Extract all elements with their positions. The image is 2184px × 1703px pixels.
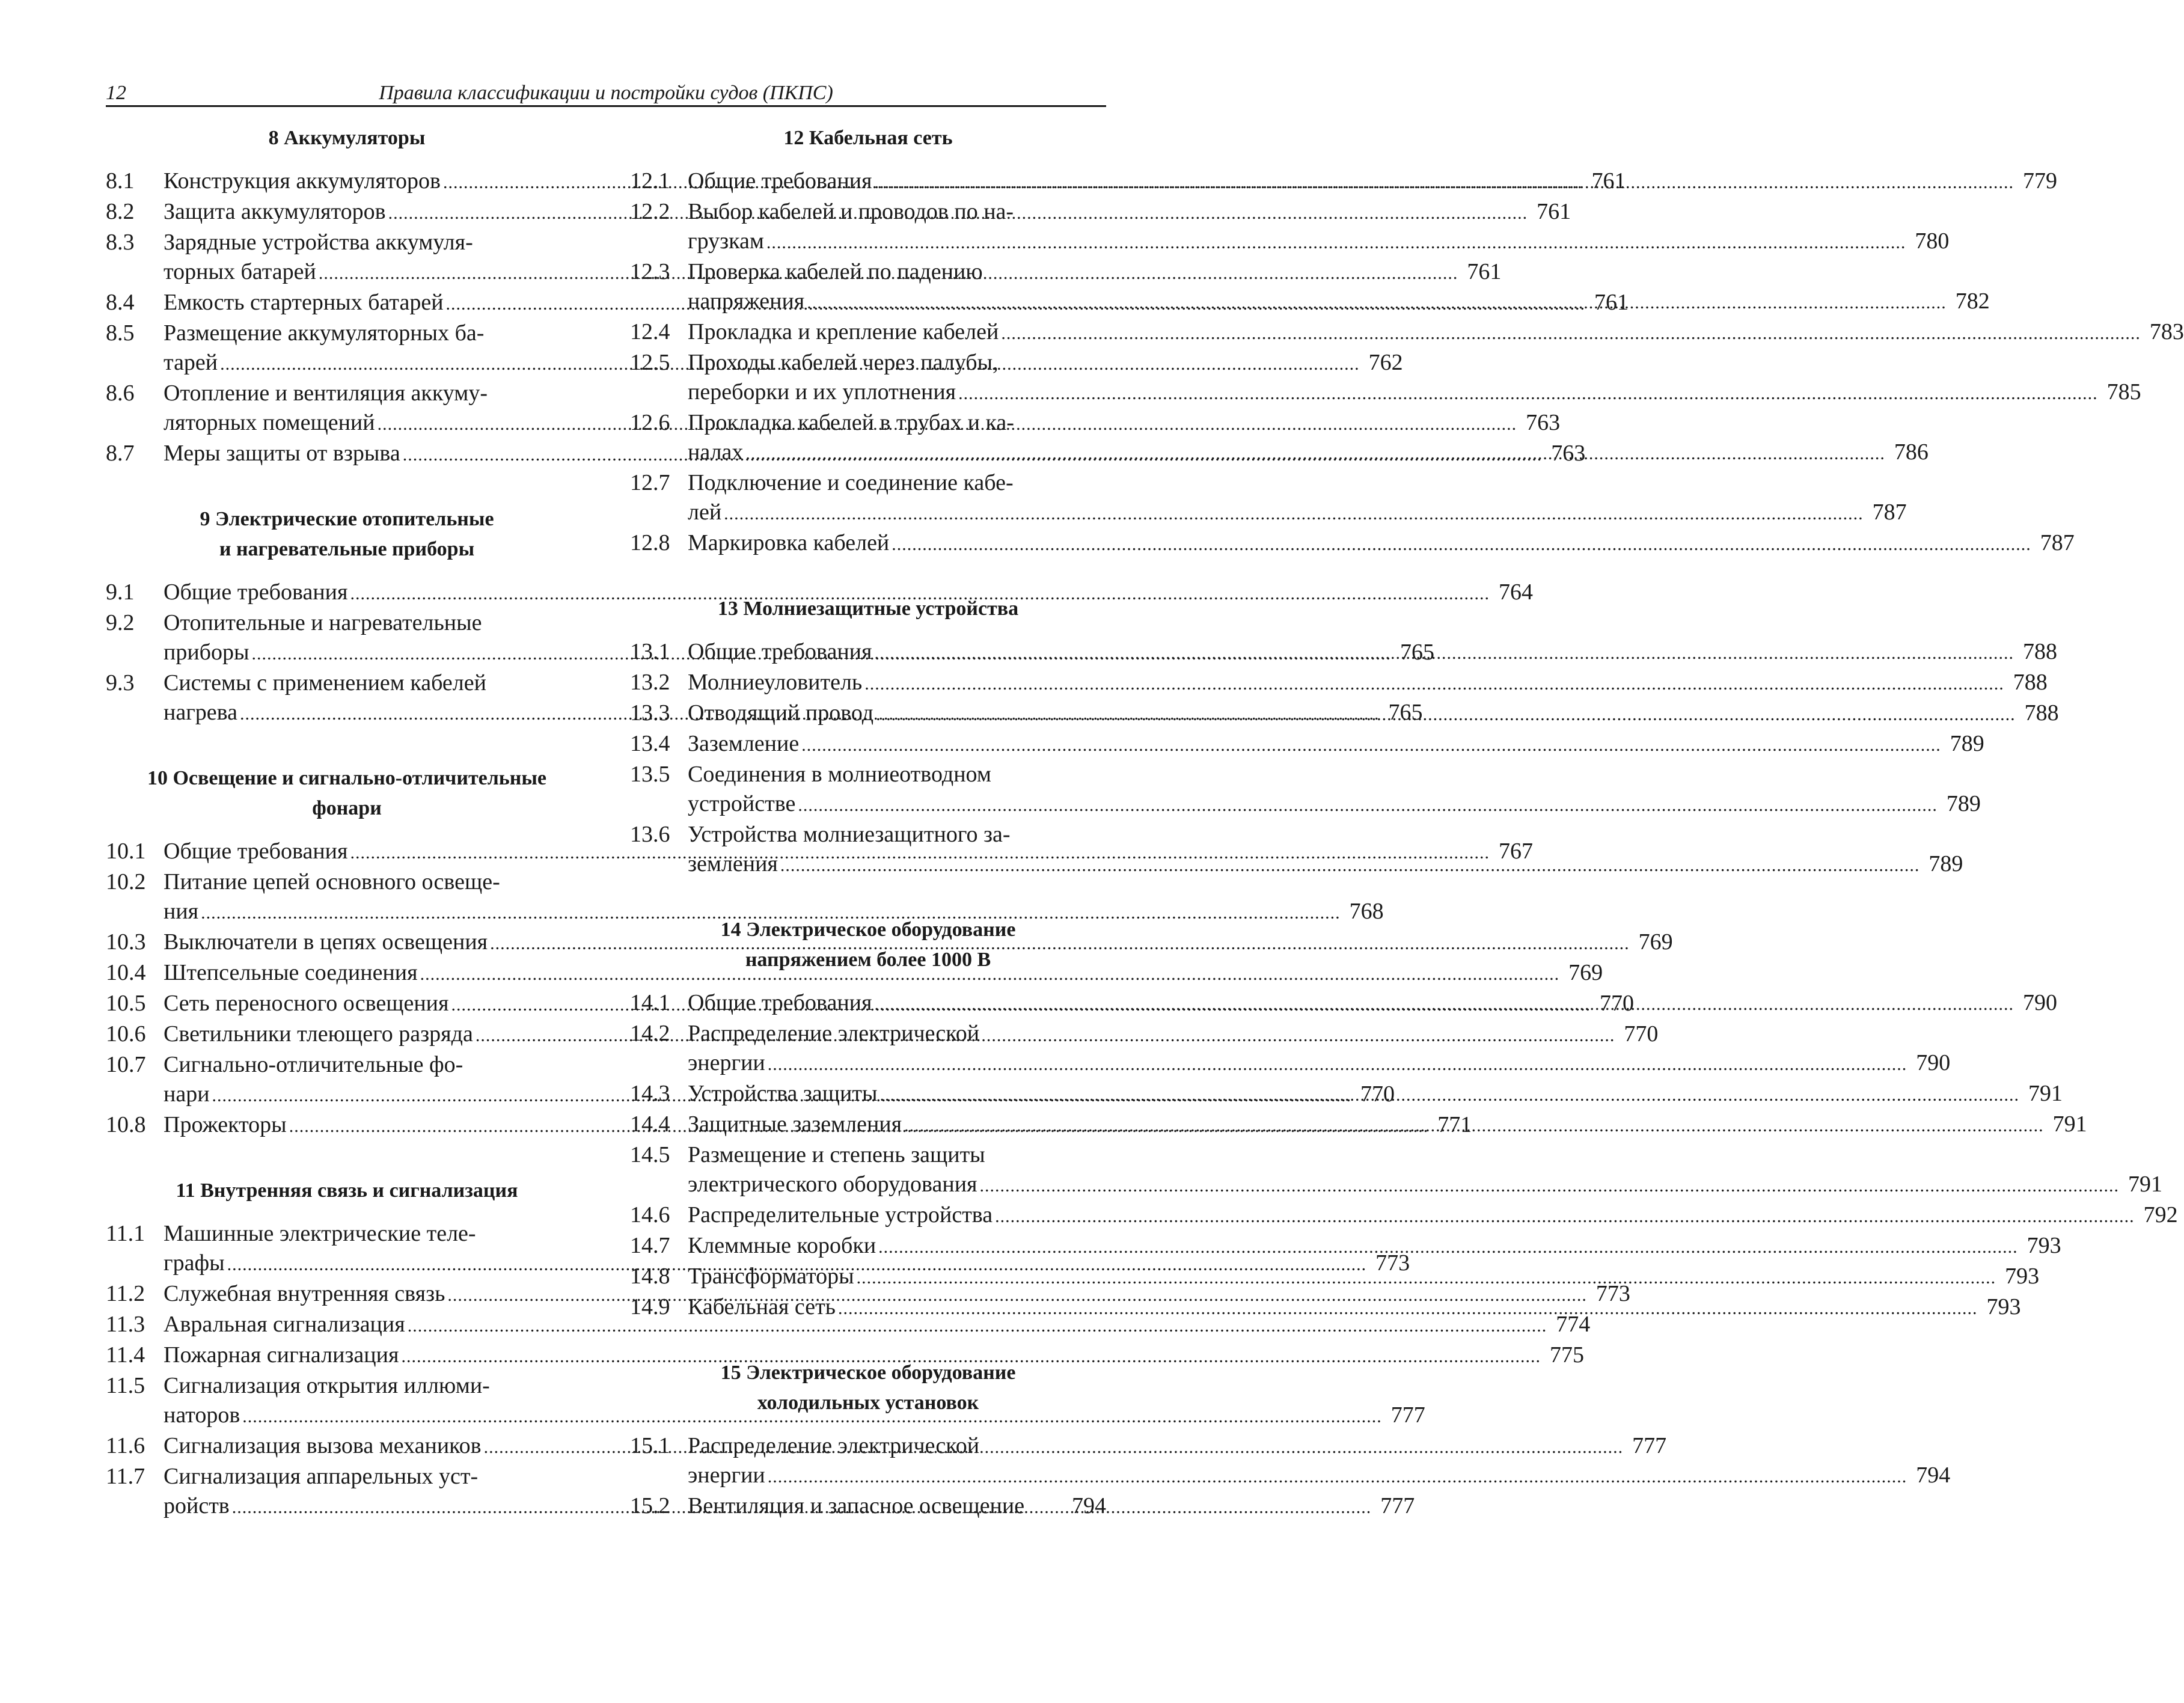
entry-page: 769 <box>1568 960 1603 985</box>
entry-line <box>688 1079 2063 1110</box>
entry-page: 793 <box>2026 1233 2061 1258</box>
section-title-line: холодильных установок <box>757 1392 979 1414</box>
entry-line <box>688 988 2057 1019</box>
toc-entry <box>630 1491 1106 1521</box>
entry-line <box>688 438 1929 468</box>
dot-leader <box>874 168 2014 197</box>
entry-number: 14.9 <box>630 1294 670 1319</box>
entry-title: Выбор кабелей и проводов по на- <box>688 199 1014 224</box>
entry-number: 11.7 <box>106 1464 145 1489</box>
entry-title: земления <box>688 851 778 876</box>
entry-title: Зарядные устройства аккумуля- <box>164 230 473 255</box>
entry-number: 11.3 <box>106 1312 145 1337</box>
entry-title: приборы <box>164 640 249 665</box>
entry-line <box>688 287 1990 317</box>
entry-title: Конструкция аккумуляторов <box>164 168 441 194</box>
dot-leader <box>768 1050 1907 1079</box>
dot-leader <box>874 989 2014 1019</box>
dot-leader <box>995 1202 2135 1231</box>
entry-line <box>688 1019 1950 1048</box>
entry-number: 14.4 <box>630 1111 670 1137</box>
entry-line <box>688 849 1963 880</box>
entry-title: налах <box>688 439 744 465</box>
entry-title: электрического оборудования <box>688 1172 977 1197</box>
entry-number: 12.1 <box>630 168 670 194</box>
section-title-line: 13 Молниезащитные устройства <box>717 598 1019 620</box>
entry-title: Защитные заземления <box>688 1111 902 1137</box>
entry-page: 761 <box>1594 290 1629 315</box>
entry-page: 761 <box>1467 259 1502 284</box>
entry-page: 791 <box>2052 1111 2087 1137</box>
entry-title: Кабельная сеть <box>688 1294 836 1319</box>
entry-number: 13.3 <box>630 700 670 726</box>
dot-leader <box>780 851 1920 880</box>
entry-title: Сигнализация вызова механиков <box>164 1433 482 1458</box>
section-title <box>630 594 1106 624</box>
dot-leader <box>874 638 2014 668</box>
entry-number: 12.8 <box>630 530 670 555</box>
entry-title: Служебная внутренняя связь <box>164 1281 445 1306</box>
entry-page: 780 <box>1915 228 1950 254</box>
dot-leader <box>892 530 2031 559</box>
page-header <box>106 78 1106 107</box>
entry-line <box>688 699 2059 729</box>
entry-number: 12.4 <box>630 319 670 344</box>
entry-body <box>688 257 1990 317</box>
entry-page: 788 <box>2022 639 2057 664</box>
entry-body <box>688 1231 2061 1262</box>
entry-title: Защита аккумуляторов <box>164 199 386 224</box>
entry-title: Емкость стартерных батарей <box>164 290 444 315</box>
section-title <box>106 763 588 824</box>
entry-title: грузкам <box>688 228 764 254</box>
entry-title: Прожекторы <box>164 1112 287 1137</box>
entry-title: Трансформаторы <box>688 1264 854 1289</box>
entry-page: 773 <box>1375 1250 1410 1276</box>
dot-leader <box>1001 319 2141 348</box>
entry-page: 761 <box>1537 199 1571 224</box>
entry-body <box>688 637 2057 668</box>
entry-line <box>688 760 1981 789</box>
entry-title: графы <box>164 1250 225 1276</box>
entry-body <box>688 1079 2063 1110</box>
entry-line <box>688 1491 1106 1521</box>
entry-title: ния <box>164 899 199 924</box>
section-title-line: 8 Аккумуляторы <box>268 127 426 149</box>
entry-number: 9.1 <box>106 579 135 605</box>
dot-leader <box>958 379 2098 408</box>
dot-leader <box>838 1294 1978 1323</box>
entry-number: 10.8 <box>106 1112 146 1137</box>
entry-page: 788 <box>2024 700 2059 726</box>
entry-page: 793 <box>2005 1264 2040 1289</box>
entry-title: Прокладка и крепление кабелей <box>688 319 999 344</box>
entry-number: 15.1 <box>630 1433 670 1458</box>
entry-title: Маркировка кабелей <box>688 530 890 555</box>
entry-page: 768 <box>1349 899 1384 924</box>
entry-title: Сигнально-отличительные фо- <box>164 1052 463 1077</box>
entry-body <box>688 528 2075 559</box>
entry-title: Молниеуловитель <box>688 670 863 695</box>
entry-number: 9.3 <box>106 670 135 696</box>
entry-body <box>688 1019 1950 1079</box>
entry-page: 774 <box>1556 1312 1591 1337</box>
entry-title: напряжения <box>688 289 805 314</box>
entry-page: 770 <box>1624 1021 1659 1047</box>
entry-number: 10.4 <box>106 960 146 985</box>
toc-entry <box>630 468 1907 528</box>
entry-number: 14.5 <box>630 1142 670 1167</box>
entry-page: 785 <box>2106 379 2141 405</box>
entry-page: 783 <box>2149 319 2184 344</box>
entry-title: Общие требования <box>164 579 348 605</box>
entry-title: Меры защиты от взрыва <box>164 441 400 466</box>
entry-title: Проверка кабелей по падению <box>688 259 983 284</box>
section-title-line: фонари <box>312 797 382 819</box>
dot-leader <box>880 1080 2020 1110</box>
entry-number: 10.5 <box>106 991 146 1016</box>
entry-body <box>688 197 1949 257</box>
toc-entry <box>630 760 1981 820</box>
entry-page: 791 <box>2028 1081 2063 1106</box>
entry-title: тарей <box>164 350 218 375</box>
entry-number: 13.4 <box>630 731 670 756</box>
toc-entry <box>106 1341 1584 1371</box>
entry-page: 775 <box>1549 1342 1584 1368</box>
entry-title: Общие требования <box>164 839 348 864</box>
entry-line <box>688 528 2075 559</box>
entry-title: Общие требования <box>688 990 872 1015</box>
entry-body <box>688 1262 2039 1292</box>
entry-page: 793 <box>1986 1294 2021 1319</box>
entry-page: 789 <box>1950 731 1984 756</box>
entry-body <box>688 1292 2021 1323</box>
entry-title: Машинные электрические теле- <box>164 1221 476 1246</box>
entry-body <box>688 988 2057 1019</box>
toc-entry <box>630 1231 2061 1262</box>
entry-number: 12.6 <box>630 410 670 435</box>
entry-number: 13.5 <box>630 762 670 787</box>
entry-page: 770 <box>1599 991 1634 1016</box>
entry-title: Подключение и соединение кабе- <box>688 470 1014 495</box>
entry-title: Прокладка кабелей в трубах и ка- <box>688 410 1014 435</box>
entry-number: 13.6 <box>630 822 670 847</box>
entry-title: Устройства защиты <box>688 1081 878 1106</box>
entry-title: Общие требования <box>688 639 872 664</box>
entry-title: Распределение электрической <box>688 1433 980 1458</box>
entry-title: Отопление и вентиляция аккуму- <box>164 381 488 406</box>
dot-leader <box>876 700 2016 729</box>
entry-body <box>688 729 1984 760</box>
dot-leader <box>980 1171 2120 1200</box>
entry-body <box>688 699 2059 729</box>
entry-body <box>688 317 2184 348</box>
entry-number: 14.6 <box>630 1202 670 1228</box>
entry-body <box>688 1140 2162 1200</box>
toc-entry <box>630 528 2075 559</box>
entry-number: 14.8 <box>630 1264 670 1289</box>
entry-page: 765 <box>1400 640 1435 665</box>
entry-body <box>688 1431 1950 1491</box>
entry-title: Общие требования <box>688 168 872 194</box>
entry-title: Авральная сигнализация <box>164 1312 405 1337</box>
section-title <box>630 915 1106 975</box>
entry-title: энергии <box>688 1463 765 1488</box>
entry-line <box>688 729 1984 760</box>
entry-title: Клеммные коробки <box>688 1233 876 1258</box>
dot-leader <box>745 439 1885 468</box>
section-title-line: 14 Электрическое оборудование <box>720 919 1016 941</box>
entry-title: Штепсельные соединения <box>164 960 418 985</box>
section-title-line: 10 Освещение и сигнально-отличительные <box>147 767 547 789</box>
toc-entry <box>630 668 2048 699</box>
entry-title: наторов <box>164 1402 240 1428</box>
entry-number: 15.2 <box>630 1493 670 1518</box>
entry-line <box>688 1231 2061 1262</box>
entry-page: 761 <box>1591 168 1626 194</box>
entry-number: 8.3 <box>106 230 135 255</box>
section-title <box>630 123 1106 153</box>
entry-page: 773 <box>1595 1281 1630 1306</box>
entry-line <box>688 1262 2039 1292</box>
entry-page: 790 <box>1916 1050 1951 1075</box>
entry-title: ляторных помещений <box>164 410 375 435</box>
entry-title: Питание цепей основного освеще- <box>164 869 500 894</box>
entry-page: 782 <box>1955 289 1990 314</box>
entry-page: 794 <box>1072 1493 1106 1518</box>
entry-number: 11.2 <box>106 1281 145 1306</box>
entry-number: 12.3 <box>630 259 670 284</box>
entry-line <box>688 498 1907 528</box>
entry-title: нари <box>164 1081 210 1107</box>
dot-leader <box>807 288 1947 317</box>
entry-line <box>688 348 2141 378</box>
entry-title: устройстве <box>688 791 796 816</box>
entry-body <box>688 760 1981 820</box>
section-title <box>630 1358 1106 1418</box>
entry-number: 10.1 <box>106 839 146 864</box>
entry-page: 771 <box>1437 1112 1472 1137</box>
toc-entry <box>630 1200 2178 1231</box>
dot-leader <box>801 730 1941 760</box>
entry-number: 12.2 <box>630 199 670 224</box>
entry-number: 8.4 <box>106 290 135 315</box>
entry-number: 11.1 <box>106 1221 145 1246</box>
entry-number: 8.1 <box>106 168 135 194</box>
page-number: 12 <box>106 82 126 104</box>
entry-body <box>688 468 1907 528</box>
entry-line <box>688 468 1907 498</box>
entry-body <box>688 1200 2178 1231</box>
entry-line <box>688 1292 2021 1323</box>
toc-entry <box>106 867 1384 928</box>
section-title-line: 15 Электрическое оборудование <box>720 1362 1016 1384</box>
entry-number: 11.5 <box>106 1373 145 1398</box>
entry-number: 9.2 <box>106 610 135 635</box>
entry-page: 794 <box>1916 1463 1951 1488</box>
entry-line <box>688 1200 2178 1231</box>
entry-title: Размещение аккумуляторных ба- <box>164 320 485 346</box>
dot-leader <box>724 499 1864 528</box>
entry-line <box>688 1461 1950 1491</box>
entry-number: 8.5 <box>106 320 135 346</box>
entry-line <box>688 1110 2087 1140</box>
dot-leader <box>878 1232 2018 1262</box>
entry-line <box>688 378 2141 408</box>
entry-title: Светильники тлеющего разряда <box>164 1021 473 1047</box>
entry-line <box>688 637 2057 668</box>
entry-line <box>688 1170 2162 1200</box>
toc-entry <box>630 1140 2163 1200</box>
toc-entry <box>106 1310 1591 1341</box>
section-title-line: напряжением более 1000 В <box>745 949 991 971</box>
entry-page: 779 <box>2022 168 2057 194</box>
entry-number: 11.6 <box>106 1433 145 1458</box>
entry-title: Устройства молниезащитного за- <box>688 822 1011 847</box>
entry-page: 765 <box>1388 700 1423 725</box>
entry-title: Распределительные устройства <box>688 1202 993 1228</box>
entry-title: Соединения в молниеотводном <box>688 762 991 787</box>
entry-title: Проходы кабелей через палубы, <box>688 350 999 375</box>
dot-leader <box>904 1111 2044 1140</box>
entry-title: энергии <box>688 1050 765 1075</box>
entry-body <box>688 668 2048 699</box>
entry-page: 767 <box>1498 839 1533 864</box>
entry-line <box>688 1048 1950 1079</box>
entry-title: Выключатели в цепях освещения <box>164 929 488 955</box>
entry-body <box>688 348 2141 408</box>
entry-title: Отводящий провод <box>688 700 874 726</box>
entry-page: 792 <box>2143 1202 2178 1228</box>
dot-leader <box>857 1263 1996 1292</box>
entry-body <box>688 167 2057 197</box>
entry-title: ройств <box>164 1493 230 1518</box>
toc-entry <box>630 317 2184 348</box>
entry-page: 770 <box>1360 1081 1395 1107</box>
entry-number: 8.2 <box>106 199 135 224</box>
entry-number: 12.7 <box>630 470 670 495</box>
entry-page: 788 <box>2013 670 2048 695</box>
entry-number: 14.1 <box>630 990 670 1015</box>
entry-number: 12.5 <box>630 350 670 375</box>
entry-title: Отопительные и нагревательные <box>164 610 482 635</box>
entry-title: Сеть переносного освещения <box>164 991 449 1016</box>
entry-title: Сигнализация открытия иллюми- <box>164 1373 490 1398</box>
entry-number: 14.7 <box>630 1233 670 1258</box>
entry-page: 769 <box>1638 929 1673 955</box>
entry-title: переборки и их уплотнения <box>688 379 956 405</box>
entry-line <box>688 257 1990 287</box>
entry-number: 10.3 <box>106 929 146 955</box>
entry-page: 787 <box>1872 500 1907 525</box>
entry-page: 763 <box>1551 441 1586 466</box>
entry-number: 8.7 <box>106 441 135 466</box>
entry-line <box>688 227 1949 257</box>
entry-title: нагрева <box>164 700 237 725</box>
entry-line <box>688 317 2184 348</box>
entry-title: Распределение электрической <box>688 1021 980 1046</box>
entry-number: 10.2 <box>106 869 146 894</box>
dot-leader <box>768 1462 1907 1491</box>
entry-page: 787 <box>2040 530 2075 555</box>
entry-page: 764 <box>1498 579 1533 605</box>
entry-page: 763 <box>1526 410 1561 435</box>
entry-number: 13.1 <box>630 639 670 664</box>
entry-body <box>688 1110 2087 1140</box>
entry-page: 790 <box>2022 990 2057 1015</box>
toc-entry <box>106 578 1533 608</box>
section-title-line: 11 Внутренняя связь и сигнализация <box>176 1179 518 1202</box>
entry-line <box>688 668 2048 699</box>
entry-page: 789 <box>1929 851 1963 876</box>
entry-body <box>688 408 1929 468</box>
entry-line <box>688 1431 1950 1461</box>
entry-line <box>688 820 1963 849</box>
entry-number: 13.2 <box>630 670 670 695</box>
entry-body <box>688 1491 1106 1521</box>
entry-line <box>688 167 2057 197</box>
entry-page: 786 <box>1894 439 1929 465</box>
entry-page: 789 <box>1946 791 1981 816</box>
entry-body <box>688 820 1963 880</box>
entry-title: торных батарей <box>164 259 316 284</box>
entry-line <box>688 197 1949 227</box>
entry-page: 777 <box>1380 1493 1415 1518</box>
entry-page: 777 <box>1390 1402 1425 1428</box>
entry-title: Размещение и степень защиты <box>688 1142 985 1167</box>
entry-number: 14.3 <box>630 1081 670 1106</box>
toc-entry <box>630 729 1984 760</box>
entry-number: 10.6 <box>106 1021 146 1047</box>
entry-number: 8.6 <box>106 381 135 406</box>
entry-title: Вентиляция и запасное освещение <box>688 1493 1025 1518</box>
entry-title: лей <box>688 500 722 525</box>
entry-title: Сигнализация аппарельных уст- <box>164 1464 479 1489</box>
entry-title: Заземление <box>688 731 800 756</box>
entry-number: 14.2 <box>630 1021 670 1046</box>
entry-line <box>688 1140 2162 1170</box>
section-title <box>106 1176 588 1206</box>
entry-number: 11.4 <box>106 1342 145 1368</box>
entry-page: 762 <box>1368 350 1403 375</box>
section-title-line: 9 Электрические отопительные <box>200 508 494 530</box>
entry-page: 791 <box>2128 1172 2163 1197</box>
section-title-line: 12 Кабельная сеть <box>783 127 953 149</box>
entry-line <box>688 408 1929 438</box>
running-title: Правила классификации и постройки судов (ПКПС) <box>379 82 833 104</box>
entry-line <box>688 789 1981 820</box>
entry-title: Пожарная сигнализация <box>164 1342 399 1368</box>
dot-leader <box>766 228 1906 257</box>
section-title <box>106 123 588 153</box>
dot-leader <box>864 669 2004 699</box>
section-title-line: и нагревательные приборы <box>219 538 475 560</box>
entry-title: Системы с применением кабелей <box>164 670 486 696</box>
entry-page: 777 <box>1632 1433 1667 1458</box>
entry-number: 10.7 <box>106 1052 146 1077</box>
section-title <box>106 504 588 564</box>
dot-leader <box>798 790 1938 820</box>
